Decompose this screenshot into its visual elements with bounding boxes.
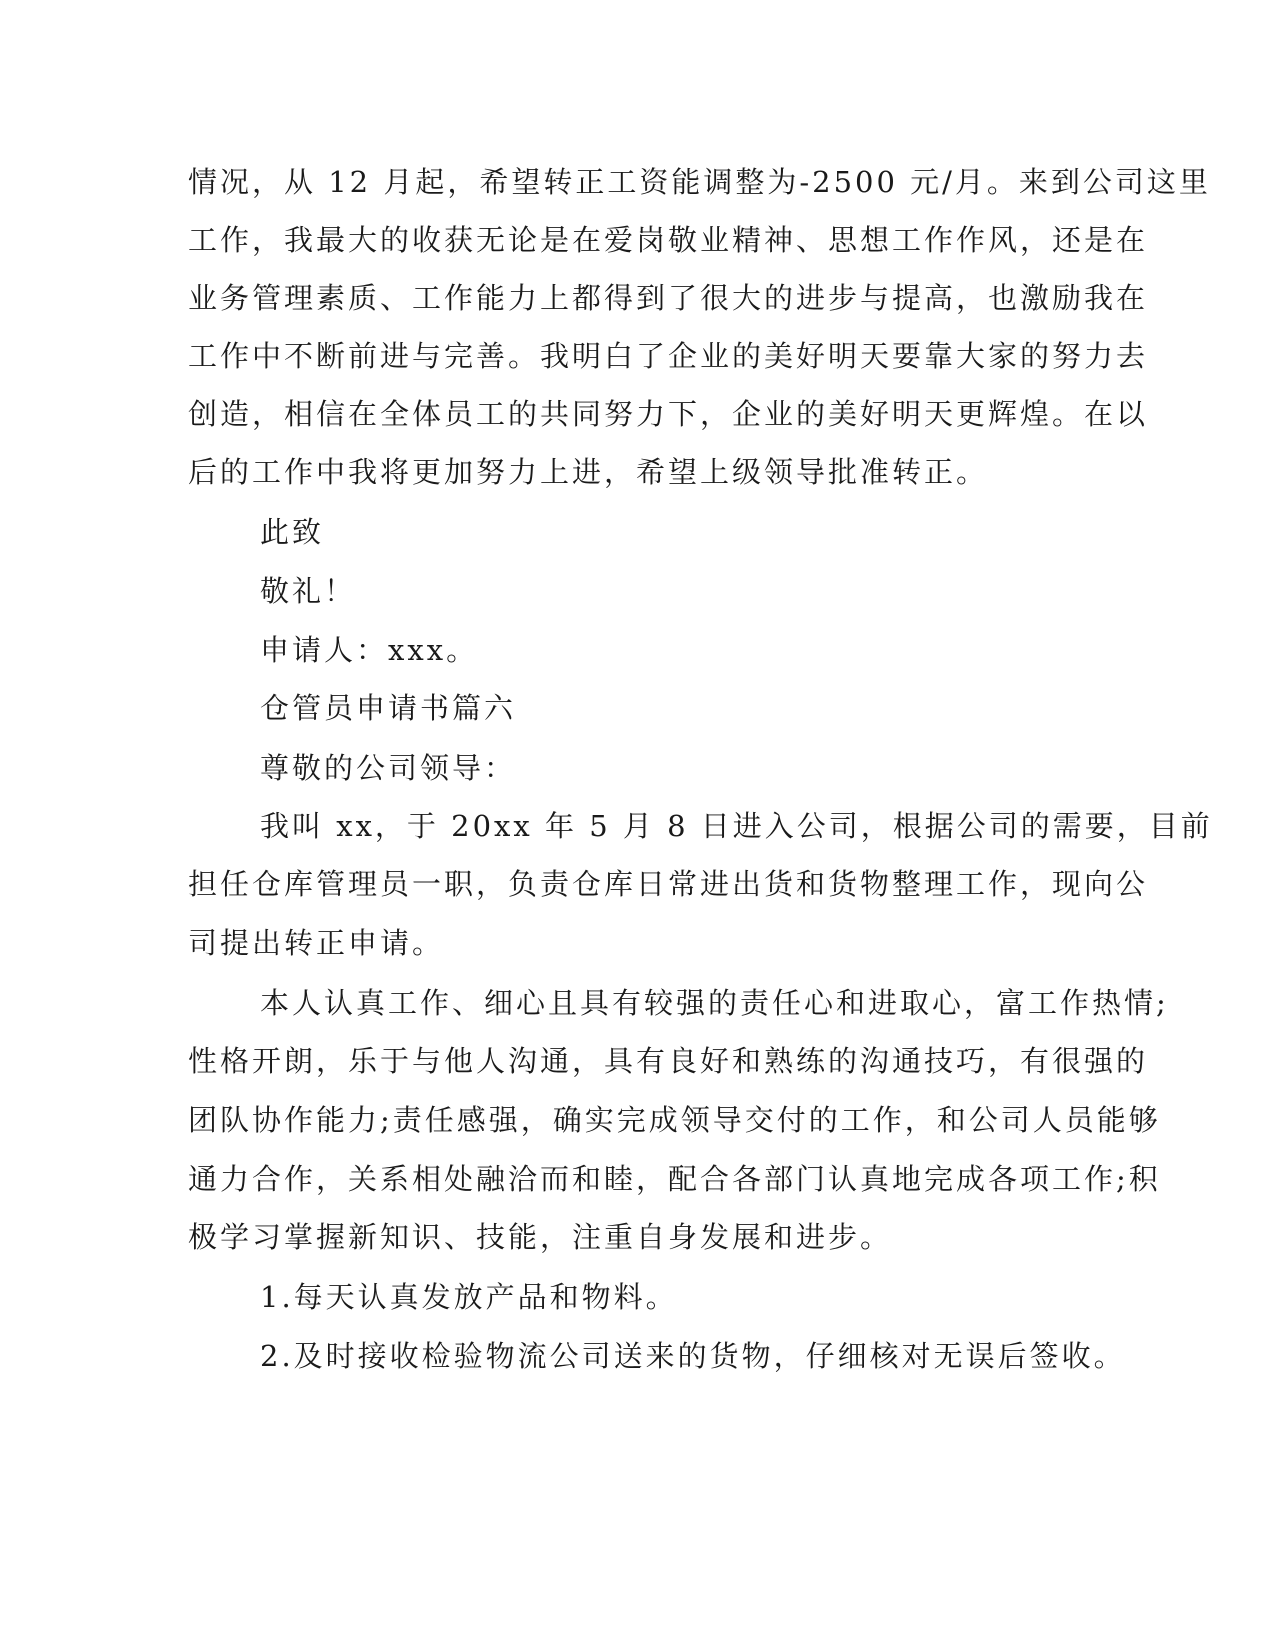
applicant-signature: 申请人：xxx。 (260, 633, 479, 667)
text-line: 后的工作中我将更加努力上进，希望上级领导批准转正。 (188, 455, 989, 489)
text-line: 担任仓库管理员一职，负责仓库日常进出货和货物整理工作，现向公 (188, 867, 1149, 901)
text-line: 性格开朗，乐于与他人沟通，具有良好和熟练的沟通技巧，有很强的 (188, 1044, 1149, 1078)
letter-greeting: 尊敬的公司领导： (260, 751, 517, 785)
text-line: 团队协作能力;责任感强，确实完成领导交付的工作，和公司人员能够 (188, 1103, 1161, 1137)
closing-line: 敬礼！ (260, 574, 357, 608)
salutation-line: 此致 (260, 515, 325, 549)
section-heading: 仓管员申请书篇六 (260, 691, 517, 725)
text-line: 工作，我最大的收获无论是在爱岗敬业精神、思想工作作风，还是在 (188, 223, 1149, 257)
text-line: 极学习掌握新知识、技能，注重自身发展和进步。 (188, 1220, 893, 1254)
text-line: 司提出转正申请。 (188, 926, 445, 960)
text-line: 我叫 xx，于 20xx 年 5 月 8 日进入公司，根据公司的需要，目前 (260, 809, 1213, 843)
list-item: 2.及时接收检验物流公司送来的货物，仔细核对无误后签收。 (260, 1339, 1126, 1373)
text-line: 业务管理素质、工作能力上都得到了很大的进步与提高，也激励我在 (188, 281, 1149, 315)
text-line: 情况，从 12 月起，希望转正工资能调整为-2500 元/月。来到公司这里 (188, 165, 1211, 199)
list-item: 1.每天认真发放产品和物料。 (260, 1280, 678, 1314)
text-line: 创造，相信在全体员工的共同努力下，企业的美好明天更辉煌。在以 (188, 397, 1149, 431)
text-line: 工作中不断前进与完善。我明白了企业的美好明天要靠大家的努力去 (188, 339, 1149, 373)
text-line: 通力合作，关系相处融洽而和睦，配合各部门认真地完成各项工作;积 (188, 1162, 1161, 1196)
text-line: 本人认真工作、细心且具有较强的责任心和进取心，富工作热情; (260, 986, 1169, 1020)
